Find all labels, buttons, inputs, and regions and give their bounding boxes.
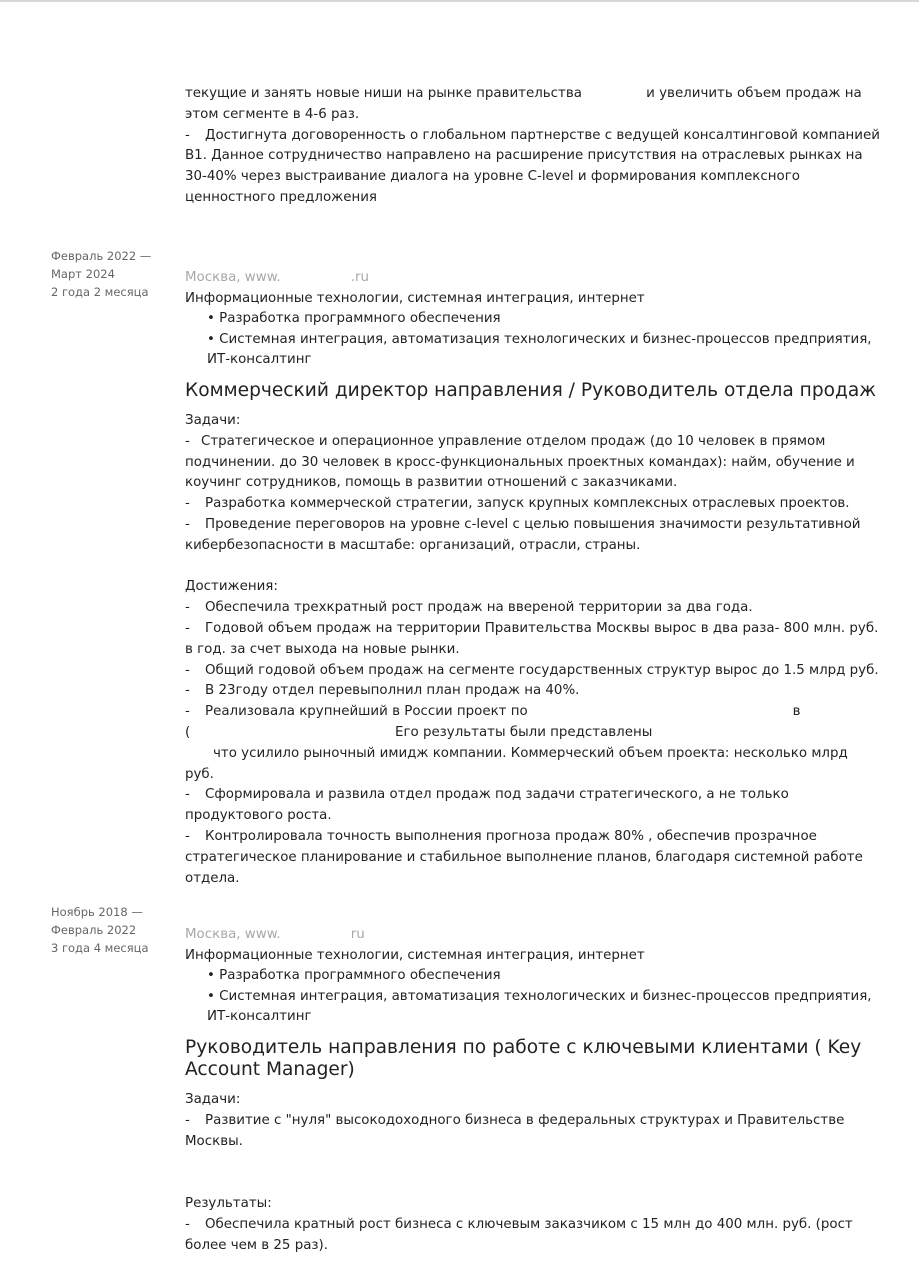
period-duration: 3 года 4 месяца xyxy=(51,941,149,955)
text-line: более чем в 25 раз). xyxy=(185,1237,329,1253)
text-line: стратегическое планирование и стабильное выполнение планов, благодаря системной работе xyxy=(185,849,863,865)
text-line: текущие и занять новые ниши на рынке правительства и увеличить объем продаж на xyxy=(185,86,862,101)
industry-sub-item: • Разработка программного обеспечения xyxy=(207,311,501,327)
achievement-item: - Сформировала и развила отдел продаж под задачи стратегического, а не только xyxy=(185,787,789,803)
job-period xyxy=(51,247,176,301)
industry-sub-item-cont: ИТ-консалтинг xyxy=(207,1009,312,1025)
achievement-item: - Достигнута договоренность о глобальном партнерстве с ведущей консалтинговой компанией xyxy=(185,127,880,143)
industry-sub-item: • Системная интеграция, автоматизация технологических и бизнес-процессов предприятия, xyxy=(207,331,872,347)
position-title-line: Account Manager) xyxy=(185,1059,355,1080)
job-description xyxy=(185,1090,885,1256)
achievement-item: - Годовой объем продаж на территории Правительства Москвы вырос в два раза- 800 млн. руб. xyxy=(185,620,879,636)
text-line: кибербезопасности в масштабе: организаций, отрасли, страны. xyxy=(185,537,641,553)
position-title-line: Руководитель направления по работе с ключевыми клиентами ( Key xyxy=(185,1037,862,1058)
text-line: ценностного предложения xyxy=(185,189,377,205)
company-location: Москва, www. .ru xyxy=(185,270,369,285)
text-line: 30-40% через выстраивание диалога на уровне C-level и формирования комплексного xyxy=(185,169,800,185)
industry-sub-item-cont: ИТ-консалтинг xyxy=(207,352,312,368)
text-line: B1. Данное сотрудничество направлено на расширение присутствия на отраслевых рынках на xyxy=(185,148,863,164)
company-location: Москва, www. ru xyxy=(185,927,365,942)
industry-sub-item: • Системная интеграция, автоматизация технологических и бизнес-процессов предприятия, xyxy=(207,988,872,1004)
text-line: этом сегменте в 4-6 раз. xyxy=(185,106,360,122)
achievement-item: - Реализовала крупнейший в России проект по в xyxy=(185,704,801,720)
period-duration: 2 года 2 месяца xyxy=(51,285,149,299)
job-description xyxy=(185,411,885,889)
result-item: - Обеспечила кратный рост бизнеса с ключевым заказчиком с 15 млн до 400 млн. руб. (рост xyxy=(185,1216,853,1232)
company-industry: Информационные технологии, системная интеграция, интернет xyxy=(185,290,645,306)
section-label: Результаты: xyxy=(185,1195,272,1211)
job-period xyxy=(51,903,176,957)
text-line: коучинг сотрудников, помощь в развитии отношений с заказчиками. xyxy=(185,475,678,491)
company-info xyxy=(185,268,885,371)
text-line: отдела. xyxy=(185,870,240,886)
task-item: - Разработка коммерческой стратегии, запуск крупных комплексных отраслевых проектов. xyxy=(185,496,850,512)
position-title: Коммерческий директор направления / Руководитель отдела продаж xyxy=(185,380,877,401)
industry-sub-item: • Разработка программного обеспечения xyxy=(207,968,501,984)
company-info xyxy=(185,925,885,1028)
period-start: Февраль 2022 — xyxy=(51,249,152,263)
achievement-item: - Общий годовой объем продаж на сегменте государственных структур вырос до 1.5 млрд руб. xyxy=(185,662,879,678)
period-start: Ноябрь 2018 — xyxy=(51,905,143,919)
section-label: Задачи: xyxy=(185,1092,241,1107)
text-line: ( Его результаты были представлены xyxy=(185,724,653,740)
period-end: Февраль 2022 xyxy=(51,923,137,937)
position-title xyxy=(185,1037,885,1081)
company-industry: Информационные технологии, системная интеграция, интернет xyxy=(185,947,645,963)
task-item: - Проведение переговоров на уровне c-level с целью повышения значимости результативной xyxy=(185,516,861,532)
achievement-item: - В 23году отдел перевыполнил план продаж на 40%. xyxy=(185,683,580,699)
previous-job-achievements xyxy=(185,84,885,209)
text-line: руб. xyxy=(185,766,214,782)
task-item: - Развитие с "нуля" высокодоходного бизнеса в федеральных структурах и Правительстве xyxy=(185,1112,845,1128)
text-line: продуктового роста. xyxy=(185,808,332,824)
text-line: в год. за счет выхода на новые рынки. xyxy=(185,641,460,657)
section-label: Задачи: xyxy=(185,413,241,428)
text-line: подчинении. до 30 человек в кросс-функциональных проектных командах): найм, обучение и xyxy=(185,454,855,470)
text-line: Москвы. xyxy=(185,1133,243,1149)
page-top-border xyxy=(0,0,919,2)
achievement-item: - Обеспечила трехкратный рост продаж на ввереной территории за два года. xyxy=(185,600,753,616)
achievement-item: - Контролировала точность выполнения прогноза продаж 80% , обеспечив прозрачное xyxy=(185,828,817,844)
period-end: Март 2024 xyxy=(51,267,115,281)
task-item: - Стратегическое и операционное управление отделом продаж (до 10 человек в прямом xyxy=(185,433,826,449)
text-line: что усилило рыночный имидж компании. Коммерческий объем проекта: несколько млрд xyxy=(213,745,848,761)
section-label: Достижения: xyxy=(185,579,278,595)
